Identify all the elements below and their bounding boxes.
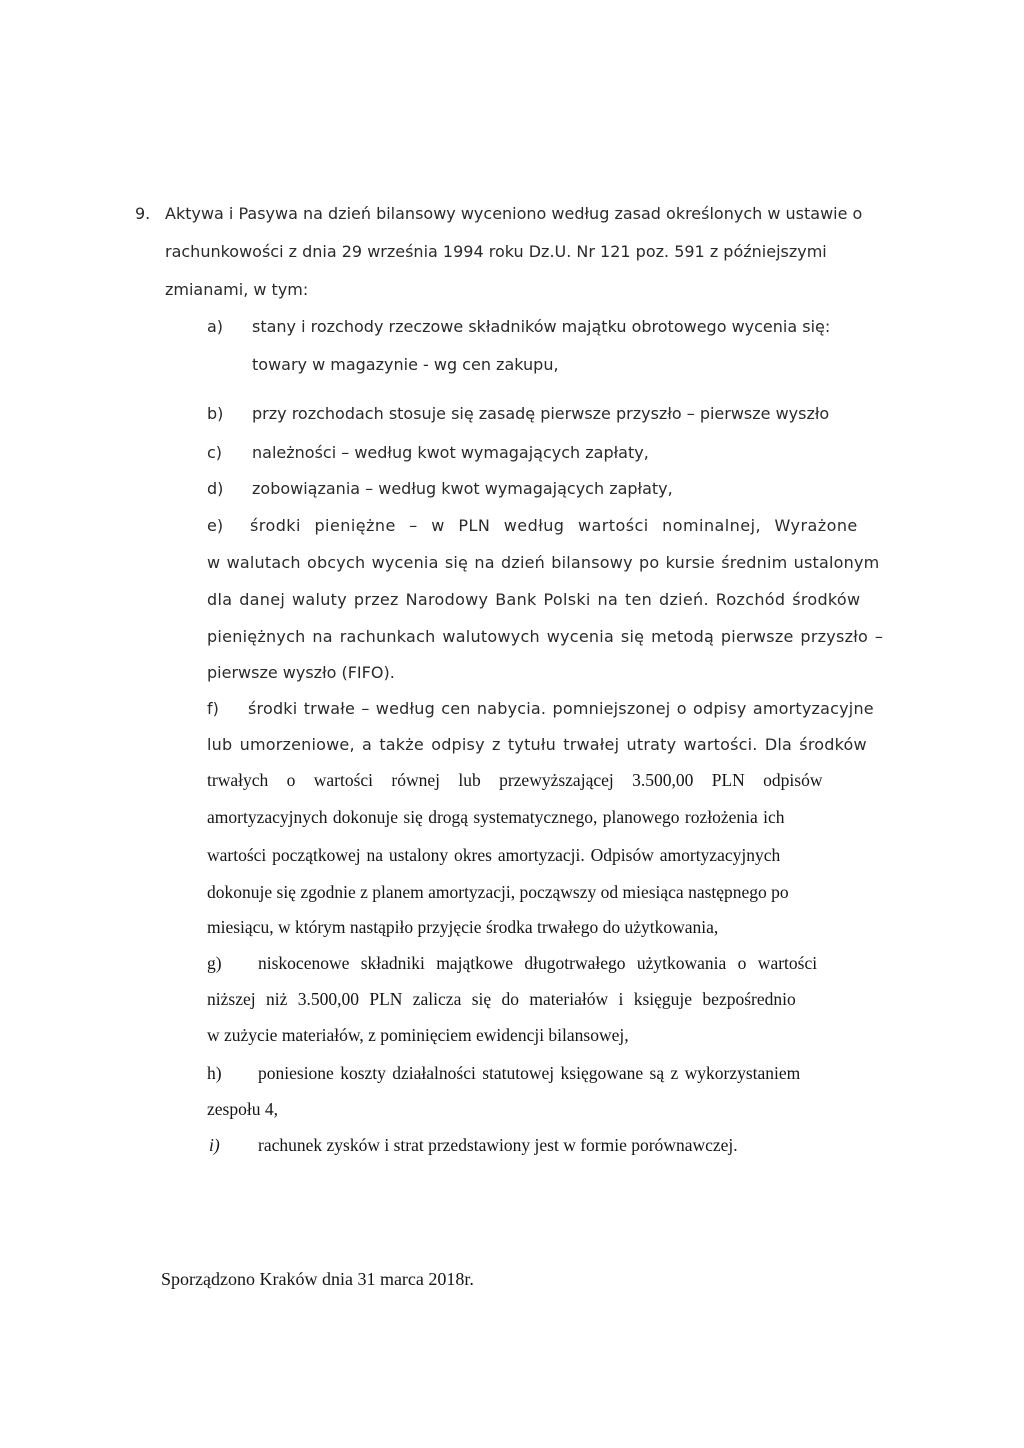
item-e-line-1: środki pieniężne – w PLN według wartości nominalnej, Wyrażone (250, 516, 858, 535)
item-d-text: zobowiązania – według kwot wymagających zapłaty, (252, 479, 673, 498)
item-g-line-1: niskocenowe składniki majątkowe długotrwałego użytkowania o wartości (258, 953, 818, 973)
item-a-line-2: towary w magazynie - wg cen zakupu, (252, 355, 559, 374)
item-h-line-1: poniesione koszty działalności statutowej księgowane są z wykorzystaniem (258, 1063, 801, 1083)
item-e-line-3: dla danej waluty przez Narodowy Bank Polski na ten dzień. Rozchód środków (207, 590, 861, 609)
item-g-label: g) (207, 953, 222, 973)
item-e-line-4: pieniężnych na rachunkach walutowych wycenia się metodą pierwsze przyszło – (207, 627, 884, 646)
signature-line: Sporządzono Kraków dnia 31 marca 2018r. (161, 1269, 474, 1289)
item-a-line-1: stany i rozchody rzeczowe składników majątku obrotowego wycenia się: (252, 317, 831, 336)
item-i-text: rachunek zysków i strat przedstawiony jest w formie porównawczej. (258, 1135, 738, 1155)
item-c-text: należności – według kwot wymagających zapłaty, (252, 443, 649, 462)
item-c-label: c) (207, 443, 223, 462)
item-i-label: i) (209, 1135, 220, 1155)
item-f-line-3: trwałych o wartości równej lub przewyższającej 3.500,00 PLN odpisów (207, 770, 823, 790)
section-line-2: rachunkowości z dnia 29 września 1994 roku Dz.U. Nr 121 poz. 591 z późniejszymi (165, 242, 827, 261)
item-e-label: e) (207, 516, 224, 535)
section-number: 9. (135, 204, 151, 223)
item-f-line-6: dokonuje się zgodnie z planem amortyzacji, począwszy od miesiąca następnego po (207, 882, 789, 902)
item-b-label: b) (207, 404, 224, 423)
item-h-label: h) (207, 1063, 222, 1083)
item-h-line-2: zespołu 4, (207, 1099, 278, 1119)
item-g-line-2: niższej niż 3.500,00 PLN zalicza się do materiałów i księguje bezpośrednio (207, 989, 796, 1009)
item-e-line-5: pierwsze wyszło (FIFO). (207, 663, 395, 682)
item-g-line-3: w zużycie materiałów, z pominięciem ewidencji bilansowej, (207, 1025, 629, 1045)
section-line-3: zmianami, w tym: (165, 280, 309, 299)
item-f-line-1: środki trwałe – według cen nabycia. pomniejszonej o odpisy amortyzacyjne (248, 699, 874, 718)
item-e-line-2: w walutach obcych wycenia się na dzień bilansowy po kursie średnim ustalonym (207, 553, 880, 572)
item-f-line-4: amortyzacyjnych dokonuje się drogą systematycznego, planowego rozłożenia ich (207, 807, 785, 827)
item-f-line-2: lub umorzeniowe, a także odpisy z tytułu trwałej utraty wartości. Dla środków (207, 735, 867, 754)
item-b-text: przy rozchodach stosuje się zasadę pierwsze przyszło – pierwsze wyszło (252, 404, 830, 423)
item-d-label: d) (207, 479, 224, 498)
item-f-line-7: miesiącu, w którym nastąpiło przyjęcie środka trwałego do użytkowania, (207, 917, 719, 937)
section-line-1: Aktywa i Pasywa na dzień bilansowy wyceniono według zasad określonych w ustawie o (165, 204, 863, 223)
item-f-label: f) (207, 699, 219, 718)
item-a-label: a) (207, 317, 224, 336)
item-f-line-5: wartości początkowej na ustalony okres amortyzacji. Odpisów amortyzacyjnych (207, 845, 781, 865)
